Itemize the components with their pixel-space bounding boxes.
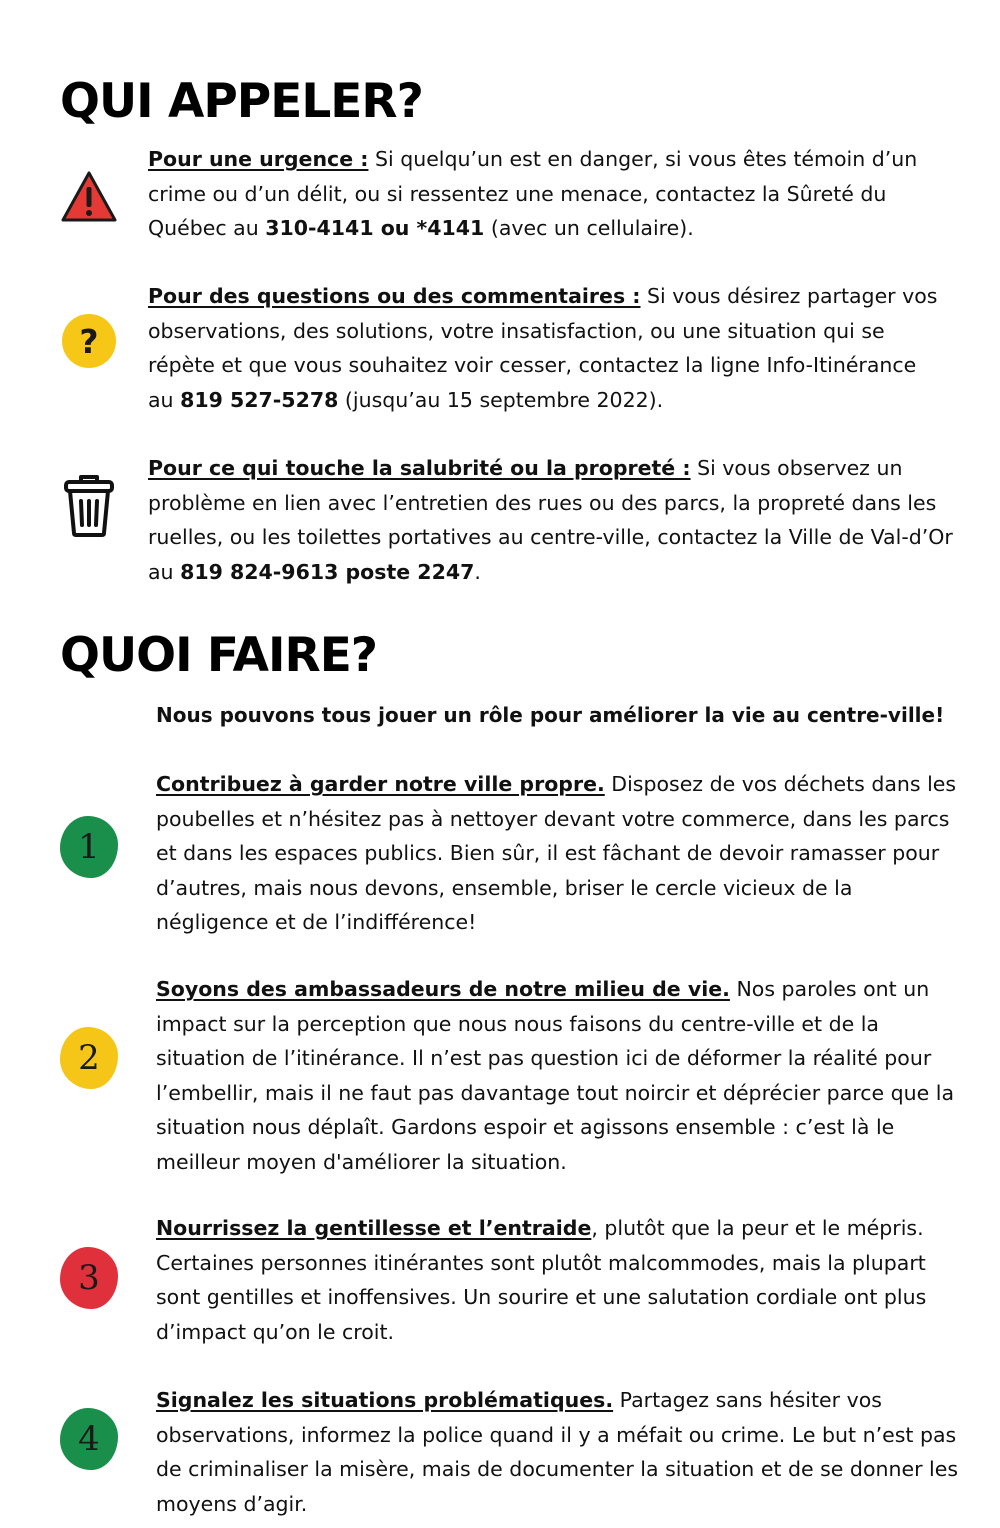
call-item-questions bbox=[148, 279, 948, 417]
do-item-2 bbox=[156, 972, 966, 1179]
call-item-text: Si vous observez un problème en lien avec l’entretien des rues ou des parcs, la propreté dans les ruelles, ou les toilettes portatives au centre-ville, contactez la Ville de Val-d’Or au bbox=[148, 456, 953, 584]
do-item-heading: Nourrissez la gentillesse et l’entraide bbox=[156, 1216, 592, 1240]
number-badge-3 bbox=[60, 1247, 118, 1309]
number-badge-label: 1 bbox=[78, 827, 100, 867]
call-item-emergency bbox=[148, 142, 948, 246]
call-item-heading: Pour ce qui touche la salubrité ou la propreté : bbox=[148, 456, 691, 480]
do-item-3 bbox=[156, 1211, 966, 1349]
phone-number: 819 824-9613 poste 2247 bbox=[180, 559, 475, 584]
do-item-heading: Soyons des ambassadeurs de notre milieu de vie. bbox=[156, 977, 730, 1001]
call-item-text: (avec un cellulaire). bbox=[484, 216, 694, 240]
do-item-4 bbox=[156, 1383, 966, 1521]
call-item-cleanliness bbox=[148, 451, 958, 589]
number-badge-label: 2 bbox=[78, 1038, 100, 1078]
call-item-text: . bbox=[474, 559, 481, 584]
number-badge-2 bbox=[60, 1027, 118, 1089]
do-item-text: Partagez sans hésiter vos observations, informez la police quand il y a méfait ou crime. Le but n’est pas de criminaliser la misère, mais de documenter la situation et de se donner les moyens d’agir. bbox=[156, 1388, 959, 1516]
do-item-heading: Signalez les situations problématiques. bbox=[156, 1388, 614, 1412]
intro-statement: Nous pouvons tous jouer un rôle pour améliorer la vie au centre-ville! bbox=[156, 703, 945, 727]
warning-triangle-icon bbox=[60, 170, 118, 224]
question-circle-icon bbox=[60, 312, 118, 370]
phone-number: 819 527-5278 bbox=[180, 387, 339, 412]
number-badge-1 bbox=[60, 816, 118, 878]
call-item-text: Si vous désirez partager vos observations, des solutions, votre insatisfaction, ou une situation qui se répète et que vous souhaitez voir cesser, contactez la ligne Info-Itinérance au bbox=[148, 284, 938, 412]
do-item-text: , plutôt que la peur et le mépris. Certaines personnes itinérantes sont plutôt malcommodes, mais la plupart sont gentilles et inoffensives. Un sourire et une salutation cordiale ont plus d’impact qu’on le croit. bbox=[156, 1216, 927, 1344]
svg-text:?: ? bbox=[79, 322, 99, 361]
do-item-text: Disposez de vos déchets dans les poubelles et n’hésitez pas à nettoyer devant votre commerce, dans les parcs et dans les espaces publics. Bien sûr, il est fâchant de devoir ramasser pour d’autres, mais nous devons, ensemble, briser le cercle vicieux de la négligence et de l’indifférence! bbox=[156, 772, 957, 934]
number-badge-label: 3 bbox=[78, 1258, 100, 1298]
section-title-call: QUI APPELER? bbox=[60, 74, 423, 129]
number-badge-label: 4 bbox=[78, 1419, 100, 1459]
do-item-text: Nos paroles ont un impact sur la perception que nous nous faisons du centre-ville et de la situation de l’itinérance. Il n’est pas question ici de déformer la réalité pour l’embellir, mais il ne faut pas davantage tout noircir et déprécier parce que la situation nous déplaît. Gardons espoir et agissons ensemble : c’est là le meilleur moyen d'améliorer la situation. bbox=[156, 977, 955, 1174]
do-item-1 bbox=[156, 767, 966, 940]
section-title-do: QUOI FAIRE? bbox=[60, 628, 378, 683]
call-item-heading: Pour des questions ou des commentaires : bbox=[148, 284, 641, 308]
number-badge-4 bbox=[60, 1408, 118, 1470]
call-item-heading: Pour une urgence : bbox=[148, 147, 369, 171]
phone-number: 310-4141 ou *4141 bbox=[265, 216, 485, 240]
call-item-text: (jusqu’au 15 septembre 2022). bbox=[338, 387, 664, 412]
do-item-heading: Contribuez à garder notre ville propre. bbox=[156, 772, 605, 796]
trash-can-icon bbox=[62, 473, 116, 539]
call-item-text: Si quelqu’un est en danger, si vous êtes témoin d’un crime ou d’un délit, ou si ressentez une menace, contactez la Sûreté du Québec au bbox=[148, 147, 918, 240]
